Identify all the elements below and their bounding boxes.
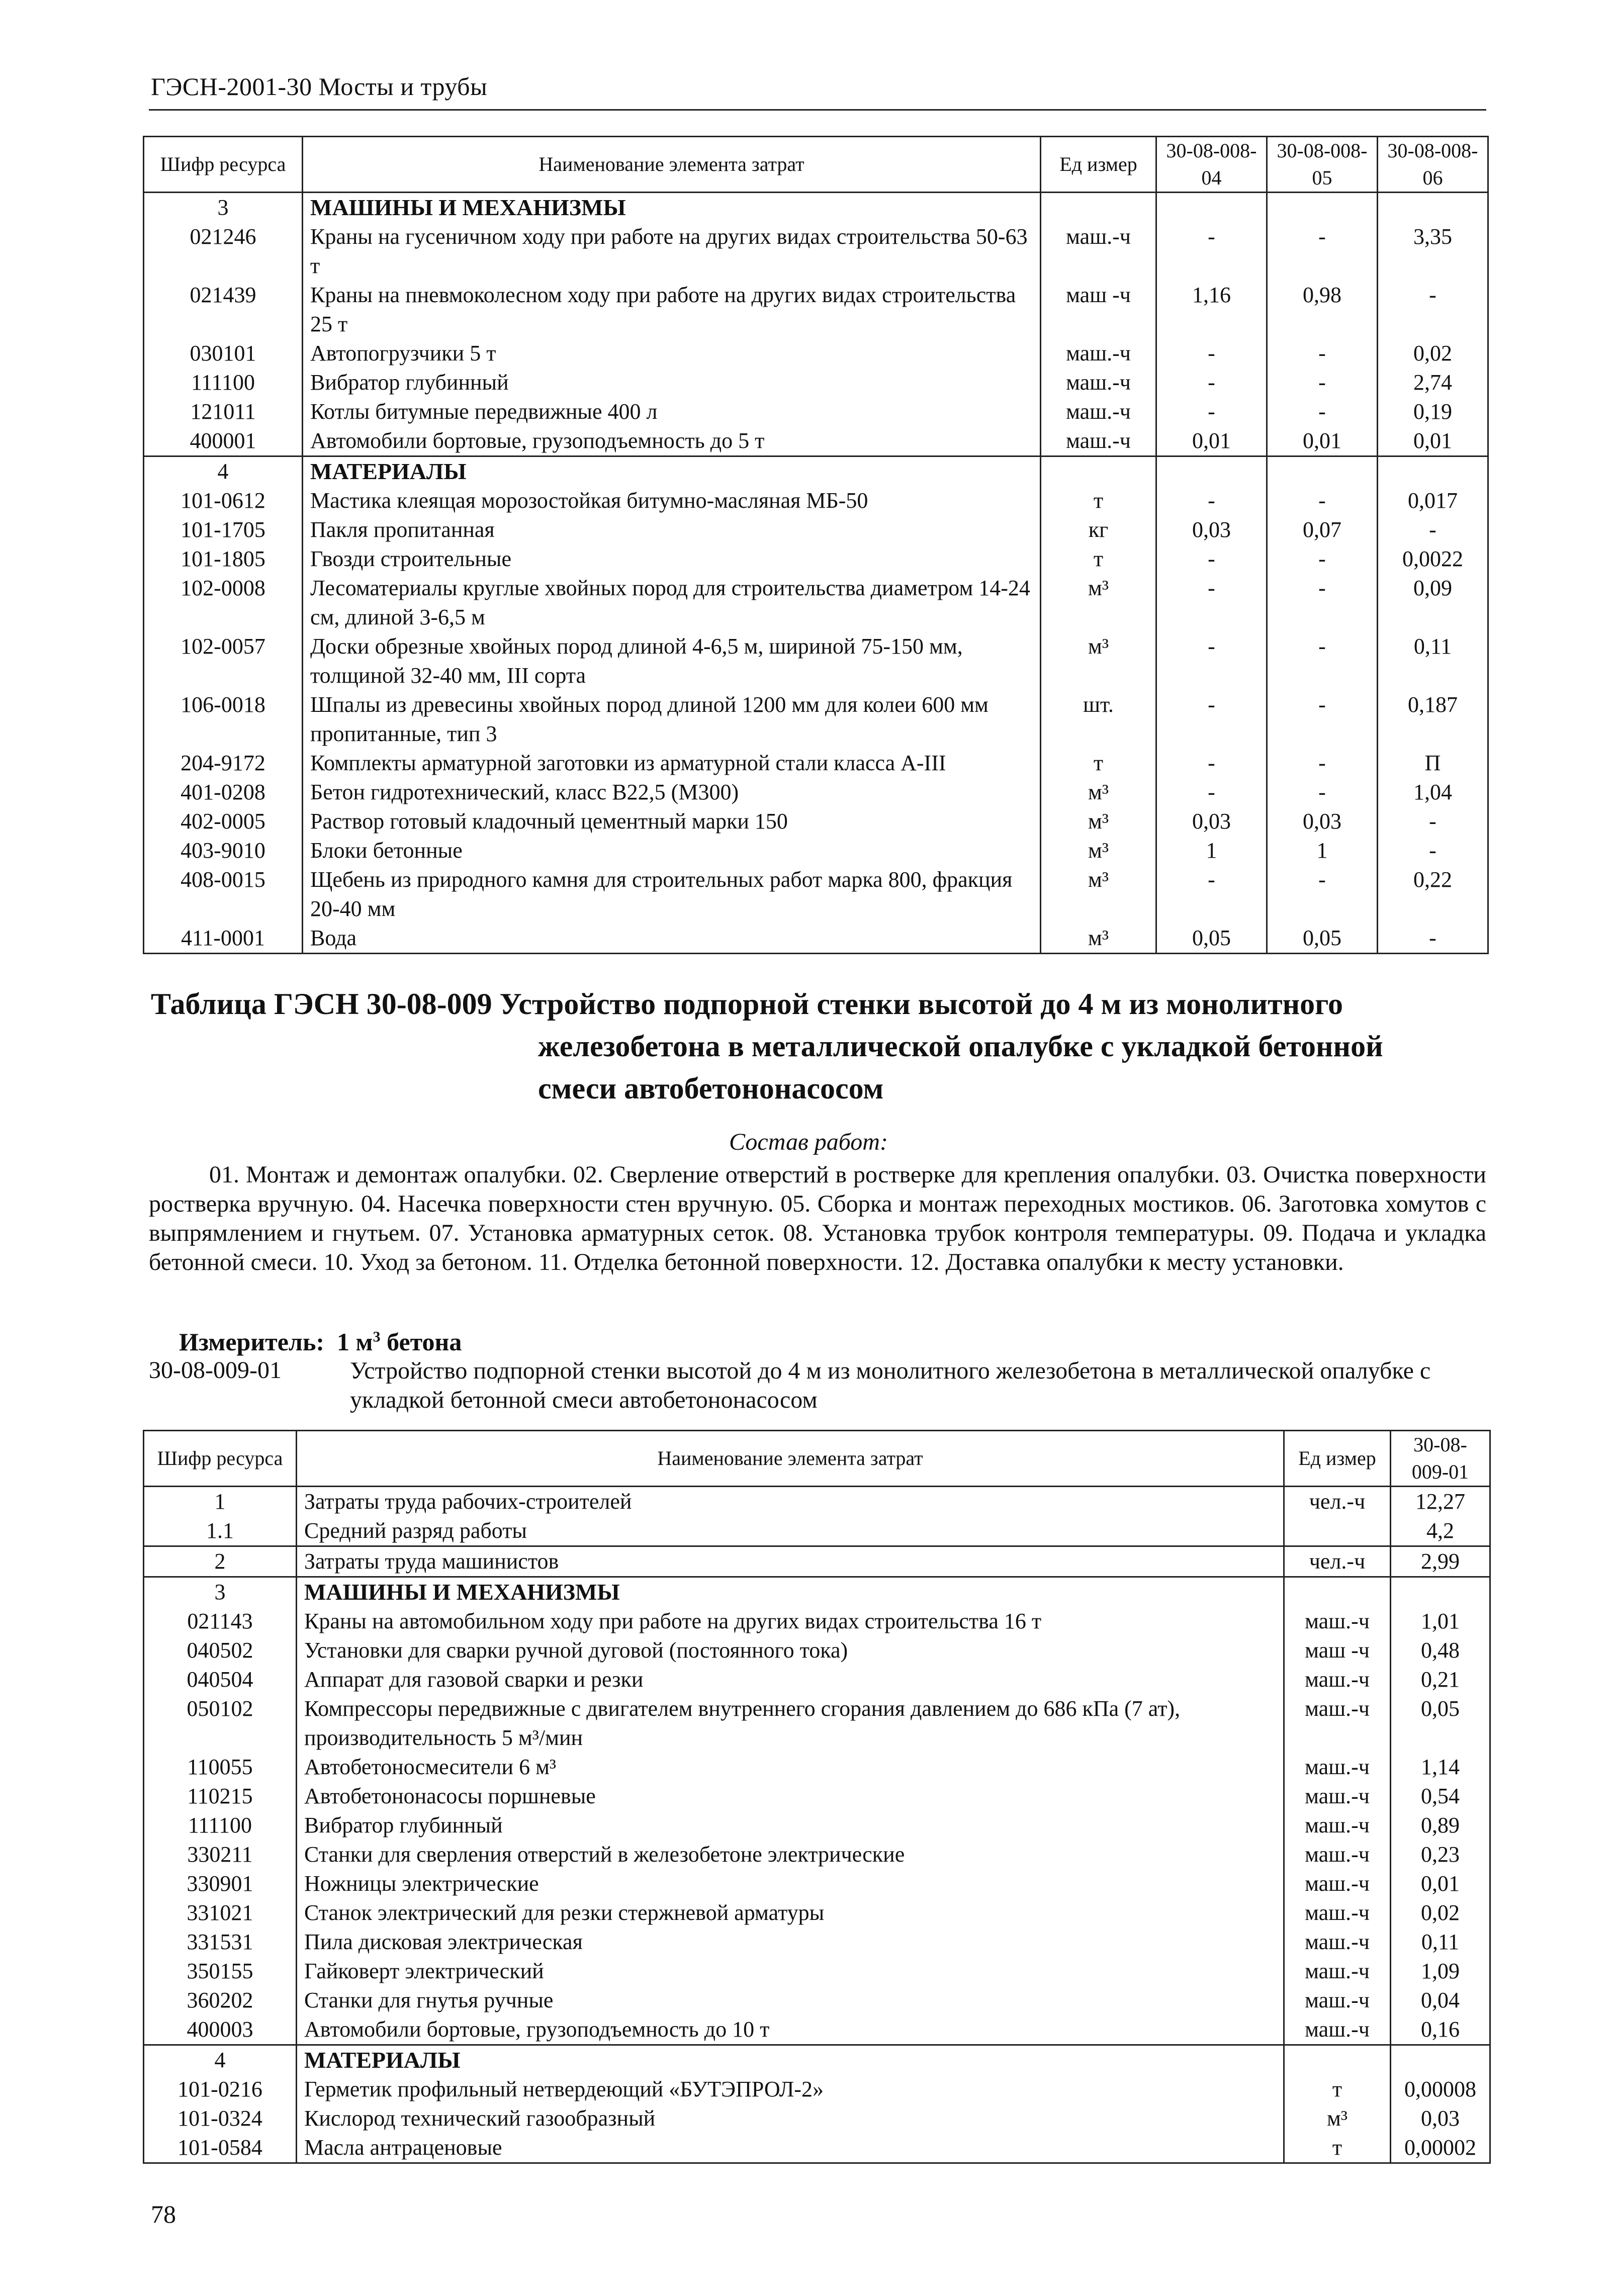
- cell-value-3: 0,187: [1378, 690, 1488, 749]
- table-row: [144, 2104, 1490, 2133]
- cell-unit: маш.-ч: [1284, 1811, 1391, 1840]
- cell-value-1: 0,89: [1391, 1811, 1490, 1840]
- table-row: [144, 1546, 1490, 1577]
- cell-name: Герметик профильный нетвердеющий «БУТЭПРОЛ-2»: [297, 2075, 1284, 2104]
- cell-unit: [1041, 193, 1156, 223]
- cell-value-2: 0,07: [1267, 515, 1378, 544]
- table-header: [144, 137, 1488, 193]
- table-row: [144, 222, 1488, 281]
- cell-value-1: 0,11: [1391, 1927, 1490, 1957]
- cell-value-1: 0,21: [1391, 1665, 1490, 1694]
- cell-name: Гайковерт электрический: [297, 1957, 1284, 1986]
- cell-code: 021439: [144, 281, 303, 339]
- table-row: [144, 2045, 1490, 2075]
- table-row: [144, 1927, 1490, 1957]
- table-row: [144, 632, 1488, 690]
- cell-value-3: 0,19: [1378, 397, 1488, 426]
- cell-name: Автомобили бортовые, грузоподъемность до 10 т: [297, 2015, 1284, 2045]
- cell-unit: м³: [1041, 865, 1156, 924]
- cell-unit: [1284, 1577, 1391, 1607]
- cell-name: Пила дисковая электрическая: [297, 1927, 1284, 1957]
- cell-value-1: 1,09: [1391, 1957, 1490, 1986]
- cell-code: 101-0584: [144, 2133, 297, 2163]
- cell-unit: м³: [1041, 632, 1156, 690]
- cell-unit: м³: [1041, 836, 1156, 865]
- cell-value-1: [1391, 1577, 1490, 1607]
- cell-name: Вибратор глубинный: [297, 1811, 1284, 1840]
- table-row: [144, 1487, 1490, 1517]
- cell-unit: маш.-ч: [1284, 2015, 1391, 2045]
- cell-unit: маш -ч: [1041, 281, 1156, 339]
- cell-value-2: -: [1267, 368, 1378, 397]
- cell-code: 101-0612: [144, 486, 303, 515]
- cell-value-1: 1,16: [1156, 281, 1267, 339]
- cell-code: 3: [144, 193, 303, 223]
- header-code: Шифр ресурса: [144, 137, 303, 193]
- cell-value-2: -: [1267, 632, 1378, 690]
- cell-value-1: 4,2: [1391, 1516, 1490, 1546]
- cell-name: Средний разряд работы: [297, 1516, 1284, 1546]
- cell-value-2: -: [1267, 544, 1378, 574]
- table-row: [144, 749, 1488, 778]
- cell-unit: маш.-ч: [1284, 1927, 1391, 1957]
- table-row: [144, 1869, 1490, 1898]
- cell-value-3: -: [1378, 515, 1488, 544]
- table-row: [144, 1665, 1490, 1694]
- table-row: [144, 2015, 1490, 2045]
- cell-name: Доски обрезные хвойных пород длиной 4-6,5 м, шириной 75-150 мм, толщиной 32-40 мм, III сорта: [303, 632, 1041, 690]
- cell-value-3: 2,74: [1378, 368, 1488, 397]
- cell-unit: маш.-ч: [1284, 1753, 1391, 1782]
- resource-table-009: [143, 1430, 1491, 2164]
- cell-code: 101-1705: [144, 515, 303, 544]
- page-number: 78: [151, 2200, 176, 2228]
- cell-value-3: [1378, 193, 1488, 223]
- cell-code: 401-0208: [144, 778, 303, 807]
- cell-value-1: -: [1156, 778, 1267, 807]
- cell-value-1: 0,16: [1391, 2015, 1490, 2045]
- cell-code: 4: [144, 2045, 297, 2075]
- cell-name: Мастика клеящая морозостойкая битумно-масляная МБ-50: [303, 486, 1041, 515]
- table-row: [144, 1898, 1490, 1927]
- cell-name: Краны на автомобильном ходу при работе на других видах строительства 16 т: [297, 1607, 1284, 1636]
- cell-value-1: 0,03: [1156, 807, 1267, 836]
- cell-name: Масла антраценовые: [297, 2133, 1284, 2163]
- cell-value-2: 0,05: [1267, 924, 1378, 954]
- cell-code: 350155: [144, 1957, 297, 1986]
- cell-code: 050102: [144, 1694, 297, 1753]
- cell-unit: м³: [1284, 2104, 1391, 2133]
- cell-unit: т: [1284, 2075, 1391, 2104]
- cell-code: 204-9172: [144, 749, 303, 778]
- cell-value-1: 0,05: [1156, 924, 1267, 954]
- cell-value-2: [1267, 193, 1378, 223]
- table-row: [144, 193, 1488, 223]
- cell-unit: маш.-ч: [1284, 1782, 1391, 1811]
- cell-unit: т: [1284, 2133, 1391, 2163]
- table-row: [144, 778, 1488, 807]
- cell-name: Автомобили бортовые, грузоподъемность до 5 т: [303, 426, 1041, 456]
- cell-value-1: -: [1156, 865, 1267, 924]
- cell-code: 121011: [144, 397, 303, 426]
- cell-value-3: -: [1378, 281, 1488, 339]
- cell-code: 330211: [144, 1840, 297, 1869]
- cell-value-2: [1267, 456, 1378, 487]
- work-composition-text: 01. Монтаж и демонтаж опалубки. 02. Сверление отверстий в ростверке для крепления опалубки. 03. Очистка поверхности ростверка вручную. 04. Насечка поверхности стен вручную. 05. Сборка и монтаж переходных мостиков. 06. Заготовка хомутов с выпрямлением и гнутьем. 07. Установка арматурных сеток. 08. Установка трубок контроля температуры. 09. Подача и укладка бетонной смеси. 10. Уход за бетоном. 11. Отделка бетонной поверхности. 12. Доставка опалубки к месту установки.: [149, 1161, 1486, 1275]
- cell-value-1: 0,03: [1156, 515, 1267, 544]
- cell-value-1: 0,02: [1391, 1898, 1490, 1927]
- title-line-1: Таблица ГЭСН 30-08-009 Устройство подпорной стенки высотой до 4 м из монолитного: [151, 987, 1343, 1021]
- table-row: [144, 426, 1488, 456]
- table-row: [144, 544, 1488, 574]
- cell-value-2: 0,01: [1267, 426, 1378, 456]
- cell-value-3: 0,09: [1378, 574, 1488, 632]
- cell-code: 040502: [144, 1636, 297, 1665]
- cell-unit: маш.-ч: [1284, 1957, 1391, 1986]
- cell-value-1: 0,01: [1391, 1869, 1490, 1898]
- table-row: [144, 281, 1488, 339]
- cell-value-1: -: [1156, 749, 1267, 778]
- cell-value-2: 0,03: [1267, 807, 1378, 836]
- cell-name: Блоки бетонные: [303, 836, 1041, 865]
- table-row: [144, 1694, 1490, 1753]
- cell-unit: м³: [1041, 924, 1156, 954]
- cell-name: МАТЕРИАЛЫ: [303, 456, 1041, 487]
- cell-name: Кислород технический газообразный: [297, 2104, 1284, 2133]
- cell-value-2: -: [1267, 865, 1378, 924]
- table-row: [144, 865, 1488, 924]
- cell-value-3: -: [1378, 924, 1488, 954]
- table-title: [151, 983, 1483, 1110]
- cell-unit: маш.-ч: [1041, 426, 1156, 456]
- header-col-3: 30-08-008-06: [1378, 137, 1488, 193]
- cell-value-3: 0,22: [1378, 865, 1488, 924]
- cell-code: 111100: [144, 1811, 297, 1840]
- cell-value-1: -: [1156, 397, 1267, 426]
- table-row: [144, 690, 1488, 749]
- cell-unit: м³: [1041, 574, 1156, 632]
- cell-unit: маш.-ч: [1041, 397, 1156, 426]
- table-row: [144, 1957, 1490, 1986]
- cell-code: 331531: [144, 1927, 297, 1957]
- table-row: [144, 1607, 1490, 1636]
- cell-value-1: 0,04: [1391, 1986, 1490, 2015]
- cell-name: Вибратор глубинный: [303, 368, 1041, 397]
- cell-value-3: 1,04: [1378, 778, 1488, 807]
- table-row: [144, 807, 1488, 836]
- cell-code: 101-0324: [144, 2104, 297, 2133]
- cell-value-2: 1: [1267, 836, 1378, 865]
- cell-code: 106-0018: [144, 690, 303, 749]
- table-header: [144, 1431, 1490, 1487]
- cell-unit: [1284, 2045, 1391, 2075]
- cell-code: 040504: [144, 1665, 297, 1694]
- cell-value-1: -: [1156, 632, 1267, 690]
- header-name: Наименование элемента затрат: [297, 1431, 1284, 1487]
- table-row: [144, 456, 1488, 487]
- cell-value-2: 0,98: [1267, 281, 1378, 339]
- cell-value-2: -: [1267, 690, 1378, 749]
- cell-unit: [1041, 456, 1156, 487]
- cell-value-1: -: [1156, 368, 1267, 397]
- table-row: [144, 1636, 1490, 1665]
- cell-unit: маш.-ч: [1284, 1898, 1391, 1927]
- meter-value: 1 м: [337, 1328, 373, 1356]
- meter-label: Измеритель:: [179, 1328, 325, 1356]
- cell-value-1: -: [1156, 222, 1267, 281]
- cell-name: Комплекты арматурной заготовки из арматурной стали класса А-III: [303, 749, 1041, 778]
- cell-unit: м³: [1041, 778, 1156, 807]
- cell-unit: шт.: [1041, 690, 1156, 749]
- cell-unit: чел.-ч: [1284, 1546, 1391, 1577]
- header-col-1: 30-08-008-04: [1156, 137, 1267, 193]
- cell-code: 3: [144, 1577, 297, 1607]
- table-row: [144, 924, 1488, 954]
- table-body: [144, 1487, 1490, 2163]
- header-rule: [149, 109, 1486, 111]
- cell-value-1: 0,54: [1391, 1782, 1490, 1811]
- cell-value-3: 0,01: [1378, 426, 1488, 456]
- cell-value-3: [1378, 456, 1488, 487]
- title-line-3: смеси автобетононасосом: [538, 1072, 884, 1105]
- table-row: [144, 1811, 1490, 1840]
- cell-value-1: 0,01: [1156, 426, 1267, 456]
- cell-code: 101-1805: [144, 544, 303, 574]
- subitem-name: Устройство подпорной стенки высотой до 4 м из монолитного железобетона в металлической опалубке с укладкой бетонной смеси автобетононасосом: [350, 1357, 1431, 1413]
- cell-value-1: 2,99: [1391, 1546, 1490, 1577]
- cell-code: 102-0057: [144, 632, 303, 690]
- header-col-1: 30-08-009-01: [1391, 1431, 1490, 1487]
- resource-table-008: [143, 136, 1489, 954]
- running-head: ГЭСН-2001-30 Мосты и трубы: [151, 72, 488, 101]
- cell-code: 1.1: [144, 1516, 297, 1546]
- cell-value-3: 3,35: [1378, 222, 1488, 281]
- cell-name: Автобетоносмесители 6 м³: [297, 1753, 1284, 1782]
- cell-unit: маш.-ч: [1284, 1694, 1391, 1753]
- header-code: Шифр ресурса: [144, 1431, 297, 1487]
- cell-code: 330901: [144, 1869, 297, 1898]
- cell-code: 400003: [144, 2015, 297, 2045]
- cell-unit: м³: [1041, 807, 1156, 836]
- table-row: [144, 2133, 1490, 2163]
- table-row: [144, 1753, 1490, 1782]
- table-row: [144, 2075, 1490, 2104]
- cell-value-1: -: [1156, 544, 1267, 574]
- cell-name: МАШИНЫ И МЕХАНИЗМЫ: [303, 193, 1041, 223]
- work-composition-title: Состав работ:: [729, 1129, 888, 1155]
- cell-code: 110215: [144, 1782, 297, 1811]
- cell-value-1: 1,14: [1391, 1753, 1490, 1782]
- cell-name: Автобетононасосы поршневые: [297, 1782, 1284, 1811]
- cell-name: Пакля пропитанная: [303, 515, 1041, 544]
- cell-code: 1: [144, 1487, 297, 1517]
- header-unit: Ед измер: [1041, 137, 1156, 193]
- table-row: [144, 1782, 1490, 1811]
- cell-name: Краны на пневмоколесном ходу при работе на других видах строительства 25 т: [303, 281, 1041, 339]
- cell-value-1: 0,05: [1391, 1694, 1490, 1753]
- cell-value-1: -: [1156, 339, 1267, 368]
- header-unit: Ед измер: [1284, 1431, 1391, 1487]
- cell-name: МАШИНЫ И МЕХАНИЗМЫ: [297, 1577, 1284, 1607]
- cell-code: 331021: [144, 1898, 297, 1927]
- cell-code: 4: [144, 456, 303, 487]
- cell-value-2: -: [1267, 222, 1378, 281]
- cell-name: Станок электрический для резки стержневой арматуры: [297, 1898, 1284, 1927]
- table-row: [144, 1840, 1490, 1869]
- meter-line: [179, 1327, 462, 1356]
- cell-value-1: [1391, 2045, 1490, 2075]
- cell-code: 360202: [144, 1986, 297, 2015]
- cell-code: 408-0015: [144, 865, 303, 924]
- cell-unit: кг: [1041, 515, 1156, 544]
- cell-value-3: 0,0022: [1378, 544, 1488, 574]
- table-row: [144, 1516, 1490, 1546]
- cell-code: 021246: [144, 222, 303, 281]
- cell-name: Шпалы из древесины хвойных пород длиной 1200 мм для колеи 600 мм пропитанные, тип 3: [303, 690, 1041, 749]
- cell-code: 101-0216: [144, 2075, 297, 2104]
- cell-code: 400001: [144, 426, 303, 456]
- cell-name: Станки для гнутья ручные: [297, 1986, 1284, 2015]
- cell-unit: маш.-ч: [1041, 222, 1156, 281]
- cell-value-1: -: [1156, 690, 1267, 749]
- table-row: [144, 836, 1488, 865]
- cell-value-2: -: [1267, 339, 1378, 368]
- cell-value-2: -: [1267, 749, 1378, 778]
- cell-unit: т: [1041, 749, 1156, 778]
- table-row: [144, 1986, 1490, 2015]
- table-row: [144, 397, 1488, 426]
- header-name: Наименование элемента затрат: [303, 137, 1041, 193]
- meter-unit: бетона: [387, 1328, 462, 1356]
- cell-value-3: 0,11: [1378, 632, 1488, 690]
- cell-code: 411-0001: [144, 924, 303, 954]
- cell-code: 403-9010: [144, 836, 303, 865]
- cell-name: Компрессоры передвижные с двигателем внутреннего сгорания давлением до 686 кПа (7 ат), производительность 5 м³/мин: [297, 1694, 1284, 1753]
- cell-unit: маш.-ч: [1041, 339, 1156, 368]
- cell-unit: маш.-ч: [1284, 1869, 1391, 1898]
- meter-exponent: 3: [373, 1328, 381, 1345]
- cell-value-2: -: [1267, 778, 1378, 807]
- cell-value-2: -: [1267, 397, 1378, 426]
- cell-code: 111100: [144, 368, 303, 397]
- cell-code: 030101: [144, 339, 303, 368]
- cell-value-1: -: [1156, 574, 1267, 632]
- cell-value-1: 1,01: [1391, 1607, 1490, 1636]
- cell-code: 021143: [144, 1607, 297, 1636]
- table-row: [144, 339, 1488, 368]
- cell-name: Щебень из природного камня для строительных работ марка 800, фракция 20-40 мм: [303, 865, 1041, 924]
- cell-name: Гвозди строительные: [303, 544, 1041, 574]
- cell-unit: [1284, 1516, 1391, 1546]
- cell-name: Затраты труда машинистов: [297, 1546, 1284, 1577]
- cell-value-3: 0,017: [1378, 486, 1488, 515]
- cell-unit: маш -ч: [1284, 1636, 1391, 1665]
- table-row: [144, 486, 1488, 515]
- title-line-2: железобетона в металлической опалубке с укладкой бетонной: [538, 1030, 1383, 1063]
- cell-name: Раствор готовый кладочный цементный марки 150: [303, 807, 1041, 836]
- table-row: [144, 1577, 1490, 1607]
- cell-value-3: -: [1378, 807, 1488, 836]
- cell-unit: маш.-ч: [1284, 1665, 1391, 1694]
- cell-unit: т: [1041, 486, 1156, 515]
- cell-value-1: 0,00002: [1391, 2133, 1490, 2163]
- cell-value-1: [1156, 193, 1267, 223]
- cell-name: Автопогрузчики 5 т: [303, 339, 1041, 368]
- cell-value-1: 1: [1156, 836, 1267, 865]
- cell-name: Установки для сварки ручной дуговой (постоянного тока): [297, 1636, 1284, 1665]
- cell-name: Краны на гусеничном ходу при работе на других видах строительства 50-63 т: [303, 222, 1041, 281]
- cell-code: 102-0008: [144, 574, 303, 632]
- cell-value-2: -: [1267, 486, 1378, 515]
- cell-value-3: -: [1378, 836, 1488, 865]
- cell-unit: маш.-ч: [1284, 1840, 1391, 1869]
- cell-code: 110055: [144, 1753, 297, 1782]
- cell-name: МАТЕРИАЛЫ: [297, 2045, 1284, 2075]
- cell-name: Вода: [303, 924, 1041, 954]
- cell-name: Ножницы электрические: [297, 1869, 1284, 1898]
- cell-value-1: 0,03: [1391, 2104, 1490, 2133]
- cell-name: Аппарат для газовой сварки и резки: [297, 1665, 1284, 1694]
- cell-value-2: -: [1267, 574, 1378, 632]
- table-row: [144, 368, 1488, 397]
- cell-name: Затраты труда рабочих-строителей: [297, 1487, 1284, 1517]
- cell-name: Станки для сверления отверстий в железобетоне электрические: [297, 1840, 1284, 1869]
- header-col-2: 30-08-008-05: [1267, 137, 1378, 193]
- table-row: [144, 515, 1488, 544]
- cell-unit: т: [1041, 544, 1156, 574]
- cell-value-3: 0,02: [1378, 339, 1488, 368]
- cell-name: Котлы битумные передвижные 400 л: [303, 397, 1041, 426]
- cell-value-1: -: [1156, 486, 1267, 515]
- cell-name: Лесоматериалы круглые хвойных пород для строительства диаметром 14-24 см, длиной 3-6,5 м: [303, 574, 1041, 632]
- cell-unit: маш.-ч: [1284, 1986, 1391, 2015]
- cell-code: 2: [144, 1546, 297, 1577]
- cell-code: 402-0005: [144, 807, 303, 836]
- cell-value-1: 12,27: [1391, 1487, 1490, 1517]
- cell-value-1: 0,48: [1391, 1636, 1490, 1665]
- table-body: [144, 193, 1488, 954]
- cell-value-1: 0,00008: [1391, 2075, 1490, 2104]
- cell-name: Бетон гидротехнический, класс В22,5 (М300): [303, 778, 1041, 807]
- cell-unit: маш.-ч: [1041, 368, 1156, 397]
- cell-value-1: 0,23: [1391, 1840, 1490, 1869]
- cell-unit: чел.-ч: [1284, 1487, 1391, 1517]
- table-row: [144, 574, 1488, 632]
- cell-value-1: [1156, 456, 1267, 487]
- cell-unit: маш.-ч: [1284, 1607, 1391, 1636]
- subitem-code: 30-08-009-01: [149, 1357, 282, 1384]
- cell-value-3: П: [1378, 749, 1488, 778]
